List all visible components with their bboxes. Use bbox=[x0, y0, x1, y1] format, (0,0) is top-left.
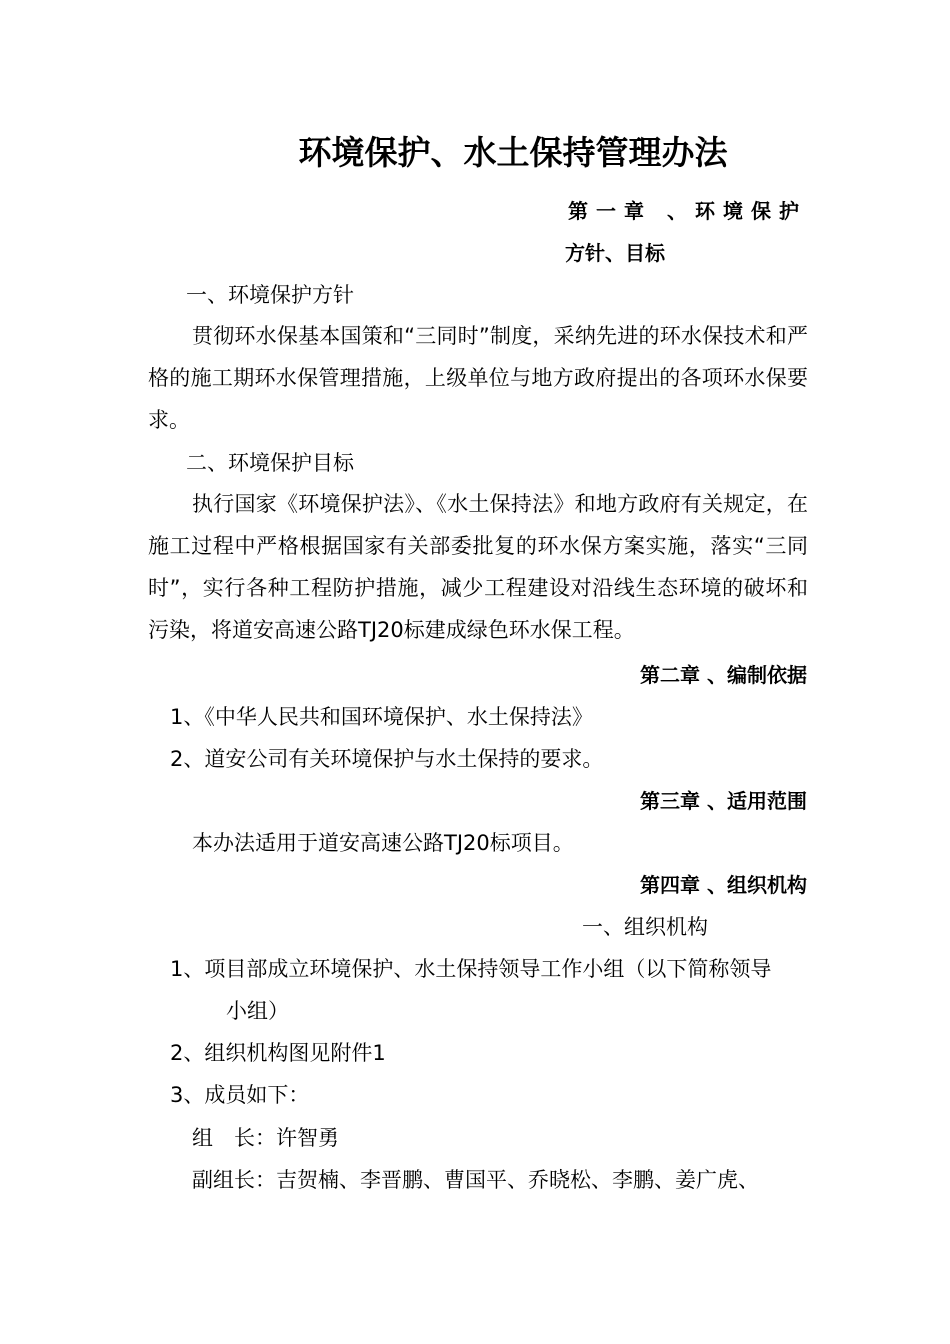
chapter-4-item-1-line-1: 1、项目部成立环境保护、水土保持领导工作小组（以下简称领导 bbox=[170, 957, 772, 981]
vice-leaders-line: 副组长：吉贺楠、李晋鹏、曹国平、乔晓松、李鹏、姜广虎、 bbox=[192, 1168, 759, 1192]
document-title: 环境保护、水土保持管理办法 bbox=[298, 133, 728, 172]
chapter-4-item-3: 3、成员如下： bbox=[170, 1083, 310, 1107]
section-2-body: 执行国家《环境保护法》、《水土保持法》和地方政府有关规定，在施工过程中严格根据国家有关部委批复的环水保方案实施，落实“三同时”，实行各种工程防护措施，减少工程建设对沿线生态环境的破坏和污染，将道安高速公路TJ20标建成绿色环水保工程。 bbox=[148, 492, 808, 642]
section-1-body: 贯彻环水保基本国策和“三同时”制度，采纳先进的环水保技术和严格的施工期环水保管理措施，上级单位与地方政府提出的各项环水保要求。 bbox=[148, 324, 808, 432]
chapter-2-heading: 第二章 、编制依据 bbox=[640, 663, 807, 687]
chapter-4-heading: 第四章 、组织机构 bbox=[640, 873, 807, 897]
chapter-3-heading: 第三章 、适用范围 bbox=[640, 789, 807, 813]
chapter-4-item-1-line-2: 小组） bbox=[226, 999, 289, 1023]
chapter-2-item-2: 2、道安公司有关环境保护与水土保持的要求。 bbox=[170, 747, 604, 771]
chapter-3-body: 本办法适用于道安高速公路TJ20标项目。 bbox=[192, 831, 574, 855]
chapter-4-subheading: 一、组织机构 bbox=[582, 915, 708, 939]
chapter-1-subheading: 方针、目标 bbox=[565, 241, 665, 265]
leader-line: 组 长：许智勇 bbox=[192, 1126, 339, 1150]
chapter-4-item-2: 2、组织机构图见附件1 bbox=[170, 1041, 386, 1065]
chapter-2-item-1: 1、《中华人民共和国环境保护、水土保持法》 bbox=[170, 705, 593, 729]
section-1-heading: 一、环境保护方针 bbox=[186, 283, 354, 307]
chapter-1-heading: 第一章 、环境保护 bbox=[568, 199, 807, 223]
section-2-heading: 二、环境保护目标 bbox=[186, 451, 354, 475]
